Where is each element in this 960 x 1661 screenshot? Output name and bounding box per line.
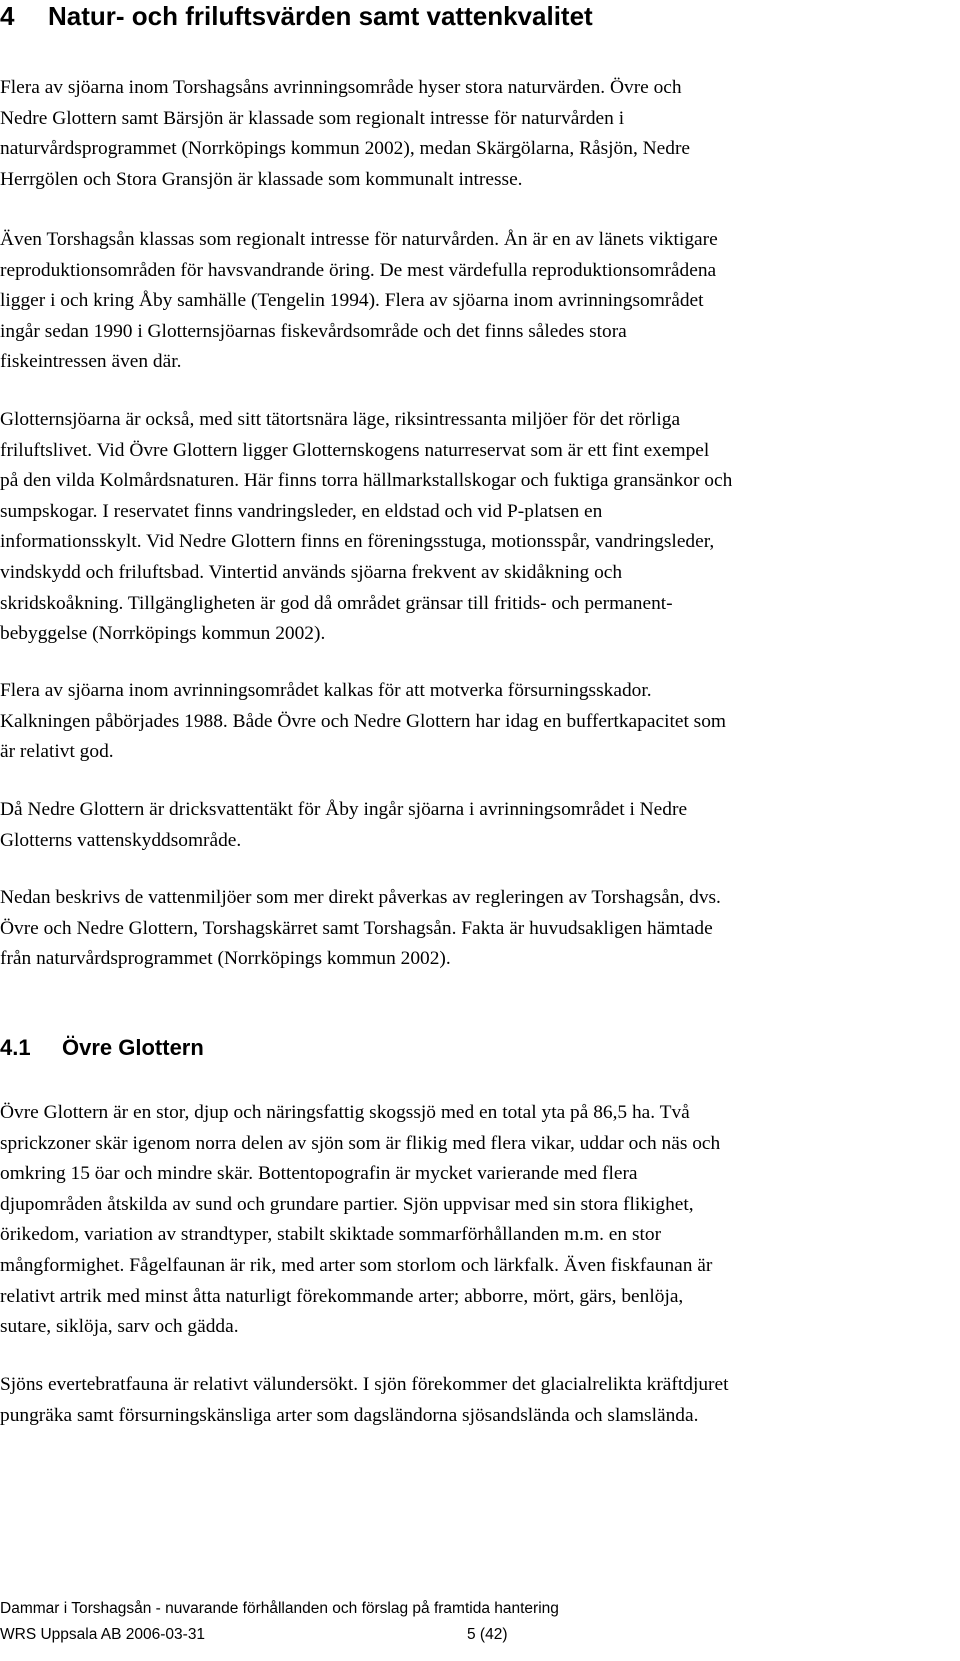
footer-company-date: WRS Uppsala AB 2006-03-31	[0, 1626, 206, 1643]
text-line: Kalkningen påbörjades 1988. Både Övre och Nedre Glottern har idag en buffertkapacitet som	[0, 710, 727, 732]
text-line: Övre och Nedre Glottern, Torshagskärret samt Torshagsån. Fakta är huvudsakligen hämtade	[0, 917, 713, 939]
text-line: djupområden åtskilda av sund och grundare partier. Sjön uppvisar med sin stora flikighet,	[0, 1193, 694, 1215]
text-line: bebyggelse (Norrköpings kommun 2002).	[0, 623, 326, 645]
text-line: Glotterns vattenskyddsområde.	[0, 829, 242, 851]
text-line: örikedom, variation av strandtyper, stabilt skiktade sommarförhållanden m.m. en stor	[0, 1224, 662, 1246]
text-line: omkring 15 öar och mindre skär. Bottentopografin är mycket varierande med flera	[0, 1163, 638, 1185]
subsection-number: 4.1	[0, 1035, 31, 1060]
text-line: informationsskylt. Vid Nedre Glottern finns en föreningsstuga, motionsspår, vandringsleder,	[0, 531, 715, 553]
paragraph-evertebrate-fauna	[0, 1370, 916, 1431]
text-line: Flera av sjöarna inom avrinningsområdet kalkas för att motverka försurningsskador.	[0, 680, 652, 701]
text-line: fiskeintressen även där.	[0, 351, 182, 373]
text-line: sprickzoner skär igenom norra delen av sjön som är flikig med flera vikar, uddar och näs och	[0, 1132, 721, 1154]
text-line: ligger i och kring Åby samhälle (Tengelin 1994). Flera av sjöarna inom avrinningsområdet	[0, 290, 704, 312]
section-heading	[0, 0, 593, 32]
text-line: pungräka samt försurningskänsliga arter som dagsländorna sjösandslända och slamslända.	[0, 1404, 699, 1426]
footer-report-title: Dammar i Torshagsån - nuvarande förhållanden och förslag på framtida hantering	[0, 1600, 559, 1617]
text-line: skridskoåkning. Tillgängligheten är god då området gränsar till fritids- och permanent-	[0, 592, 673, 614]
paragraph-ovre-glottern	[0, 1098, 916, 1343]
section-number: 4	[0, 1, 15, 31]
text-line: Övre Glottern är en stor, djup och näringsfattig skogssjö med en total yta på 86,5 ha. Två	[0, 1102, 690, 1123]
text-line: sumpskogar. I reservatet finns vandringsleder, en eldstad och vid P-platsen en	[0, 500, 603, 522]
text-line: friluftslivet. Vid Övre Glottern ligger Glotternskogens naturreservat som är ett fint exempel	[0, 439, 710, 461]
paragraph-liming	[0, 676, 916, 768]
subsection-title: Övre Glottern	[62, 1035, 204, 1060]
text-line: Sjöns evertebratfauna är relativt välundersökt. I sjön förekommer det glacialrelikta kräftdjuret	[0, 1374, 729, 1395]
text-line: sutare, siklöja, sarv och gädda.	[0, 1316, 239, 1338]
text-line: Nedre Glottern samt Bärsjön är klassade som regionalt intresse för naturvården i	[0, 107, 625, 129]
text-line: Då Nedre Glottern är dricksvattentäkt för Åby ingår sjöarna i avrinningsområdet i Nedre	[0, 799, 688, 820]
text-line: Glotternsjöarna är också, med sitt tätortsnära läge, riksintressanta miljöer för det rörliga	[0, 409, 681, 430]
paragraph-recreation	[0, 405, 916, 650]
footer-meta	[0, 1624, 508, 1646]
text-line: ingår sedan 1990 i Glotternsjöarnas fiskevårdsområde och det finns således stora	[0, 320, 627, 342]
text-line: mångformighet. Fågelfaunan är rik, med arter som storlom och lärkfalk. Även fiskfaunan är	[0, 1254, 713, 1276]
text-line: Även Torshagsån klassas som regionalt intresse för naturvården. Ån är en av länets viktigare	[0, 229, 718, 250]
text-line: relativt artrik med minst åtta naturligt förekommande arter; abborre, mört, gärs, benlöja,	[0, 1285, 684, 1307]
text-line: reproduktionsområden för havsvandrande öring. De mest värdefulla reproduktionsområdena	[0, 259, 717, 281]
text-line: Herrgölen och Stora Gransjön är klassade som kommunalt intresse.	[0, 168, 523, 190]
text-line: på den vilda Kolmårdsnaturen. Här finns torra hällmarkstallskogar och fuktiga gransänkor och	[0, 470, 733, 492]
paragraph-torshagsan	[0, 225, 916, 378]
paragraph-water-protection	[0, 795, 916, 856]
paragraph-water-environments	[0, 883, 916, 975]
text-line: är relativt god.	[0, 741, 114, 763]
section-title: Natur- och friluftsvärden samt vattenkvalitet	[48, 1, 593, 31]
text-line: vindskydd och friluftsbad. Vintertid används sjöarna frekvent av skidåkning och	[0, 561, 623, 583]
subsection-heading	[0, 1033, 204, 1063]
footer-page-number: 5 (42)	[467, 1626, 508, 1643]
text-line: naturvårdsprogrammet (Norrköpings kommun 2002), medan Skärgölarna, Råsjön, Nedre	[0, 138, 691, 160]
text-line: från naturvårdsprogrammet (Norrköpings kommun 2002).	[0, 948, 451, 970]
paragraph-nature-values	[0, 73, 916, 195]
text-line: Flera av sjöarna inom Torshagsåns avrinningsområde hyser stora naturvärden. Övre och	[0, 77, 682, 98]
text-line: Nedan beskrivs de vattenmiljöer som mer direkt påverkas av regleringen av Torshagsån, dvs.	[0, 887, 721, 908]
